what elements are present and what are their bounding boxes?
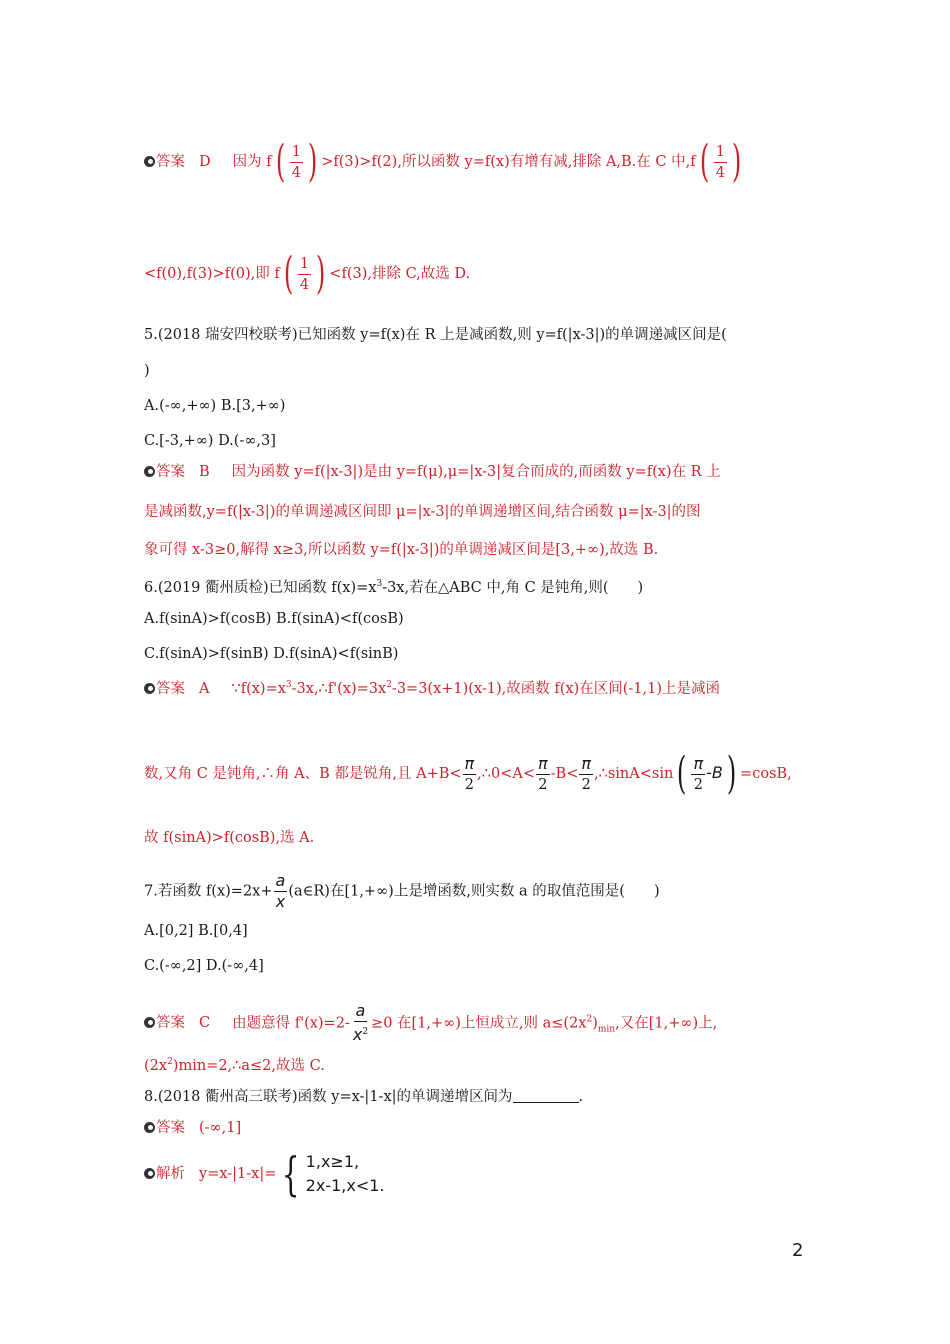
analysis-text: y=x-|1-x|= [199,1166,277,1182]
left-brace-icon: { [282,1147,300,1201]
answer-marker-icon [144,1017,155,1028]
left-paren-icon: ( [283,248,294,299]
answer-letter: B [199,464,210,480]
superscript: 2 [586,1014,593,1025]
answer-text: 由题意得 f'(x)=2- [232,1015,350,1032]
answer-blank [513,1088,579,1103]
superscript: 2 [167,1057,173,1067]
fraction-denominator: 4 [291,164,302,181]
q4-answer-line2 [144,248,471,299]
answer-text: (2x [144,1057,168,1074]
q6-stem [144,574,643,598]
q5-stem-close: ) [144,363,150,379]
math-text: -B [706,763,723,782]
analysis-label: 解析 [156,1166,185,1182]
q7-options-ab: A.[0,2] B.[0,4] [144,923,248,939]
answer-letter: C [199,1015,211,1032]
fraction-numerator: π [538,753,548,773]
q7-answer-line2 [144,1052,325,1076]
left-paren-icon: ( [677,748,687,799]
q6-answer-line3: 故 f(sinA)>f(cosB),选 A. [144,830,315,846]
q8-answer [144,1118,241,1138]
answer-label: 答案 [156,680,185,697]
answer-text: ∵f(x)=x [231,680,286,697]
fraction [463,754,477,795]
answer-text: -B< [550,766,579,782]
case-line: 2x-1,x<1. [305,1176,385,1195]
fraction-denominator: 4 [715,164,725,181]
q7-stem-text: 7.若函数 f(x)=2x+ [144,883,273,900]
superscript: 3 [285,680,292,690]
q8-stem [144,1087,583,1107]
answer-text: 因为 f [232,154,272,170]
q7-stem-text: (a∈R)在[1,+∞)上是增函数,则实数 a 的取值范围是( ) [288,883,660,900]
fraction-denominator: x [275,892,286,911]
left-paren-icon: ( [275,136,285,187]
q5-answer-line2: 是减函数,y=f(|x-3|)的单调递减区间即 μ=|x-3|的单调递增区间,结合函数 μ=|x-3|的图 [144,504,701,520]
analysis-marker-icon [144,1168,155,1179]
q8-stem-text: . [578,1089,584,1105]
fraction-denominator: 4 [299,276,310,293]
q6-answer-line2 [144,748,792,799]
fraction [714,142,727,183]
fraction [691,754,705,795]
q5-answer-line3: 象可得 x-3≥0,解得 x≥3,所以函数 y=f(|x-3|)的单调递减区间是[3,+∞),故选 B. [144,542,659,558]
right-paren-icon: ) [731,136,742,187]
q5-options-ab: A.(-∞,+∞) B.[3,+∞) [144,398,286,414]
fraction-denominator: 2 [693,776,703,793]
fraction-numerator: a [275,871,286,890]
right-paren-icon: ) [307,136,318,187]
fraction [298,254,311,295]
q7-options-cd: C.(-∞,2] D.(-∞,4] [144,958,264,974]
q7-stem [144,871,660,912]
answer-text: ≥0 在[1,+∞)上恒成立,则 a≤(2x [371,1015,587,1032]
answer-marker-icon [144,683,155,694]
q6-stem-text: 6.(2019 衢州质检)已知函数 f(x)=x [144,579,377,596]
superscript: 2 [362,1027,369,1037]
q5-stem: 5.(2018 瑞安四校联考)已知函数 y=f(x)在 R 上是减函数,则 y=f(|x-3|)的单调递减区间是( [144,327,727,343]
answer-text: ,∴sinA<sin [594,766,674,782]
answer-text: ,又在[1,+∞)上, [615,1015,718,1032]
fraction [274,871,288,912]
fraction-numerator: 1 [290,142,303,163]
answer-label: 答案 [156,1015,185,1032]
fraction-denominator: x [352,1024,363,1044]
left-paren-icon: ( [699,136,709,187]
q4-answer-line1 [144,136,745,187]
answer-letter: A [199,680,210,697]
piecewise-cases [306,1150,385,1198]
fraction-numerator: a [355,1001,366,1020]
answer-text: -3=3(x+1)(x-1),故函数 f(x)在区间(-1,1)上是减函 [391,680,720,697]
q5-answer-line1 [144,462,721,482]
q5-options-cd: C.[-3,+∞) D.(-∞,3] [144,433,276,449]
fraction [536,754,550,795]
right-paren-icon: ) [315,248,326,299]
answer-text: 数,又角 C 是钝角,∴角 A、B 都是锐角,且 A+B< [144,766,462,782]
answer-letter: D [199,154,211,170]
case-line: 1,x≥1, [305,1152,360,1171]
q6-options-ab: A.f(sinA)>f(cosB) B.f(sinA)<f(cosB) [144,611,404,627]
fraction-numerator: 1 [298,254,311,275]
answer-text: >f(3)>f(2),所以函数 y=f(x)有增有减,排除 A,B.在 C 中,f [321,154,696,170]
answer-text: =cosB, [740,766,792,782]
superscript: 3 [376,579,383,589]
fraction [351,1001,370,1046]
fraction [579,754,593,795]
subscript: min [597,1024,616,1035]
q7-answer-line1 [144,1001,717,1046]
answer-value: (-∞,1] [199,1120,242,1136]
right-paren-icon: ) [726,748,737,799]
superscript: 2 [386,680,392,690]
answer-text: ,∴0<A< [477,766,536,782]
answer-marker-icon [144,156,155,167]
fraction-numerator: π [464,753,475,773]
answer-marker-icon [144,1122,155,1133]
answer-text: -3x,∴f'(x)=3x [291,680,387,697]
q8-analysis [144,1147,385,1201]
fraction-denominator: 2 [464,776,474,793]
answer-text: )min=2,∴a≤2,故选 C. [172,1057,325,1074]
answer-text: <f(0),f(3)>f(0),即 f [144,266,280,282]
answer-text: <f(3),排除 C,故选 D. [329,266,471,282]
fraction [290,142,303,183]
q6-options-cd: C.f(sinA)>f(sinB) D.f(sinA)<f(sinB) [144,646,399,662]
fraction-denominator: 2 [538,776,548,793]
answer-label: 答案 [156,464,185,480]
fraction-denominator: 2 [581,776,591,793]
q6-answer-line1 [144,675,720,699]
q6-stem-text: -3x,若在△ABC 中,角 C 是钝角,则( ) [382,579,644,596]
answer-label: 答案 [156,154,185,170]
fraction-numerator: 1 [714,142,727,163]
answer-text: 因为函数 y=f(|x-3|)是由 y=f(μ),μ=|x-3|复合而成的,而函数 y=f(x)在 R 上 [231,464,721,480]
answer-label: 答案 [156,1120,185,1136]
answer-marker-icon [144,466,155,477]
fraction-numerator: π [693,753,704,773]
answer-text: ) [592,1015,598,1032]
fraction-numerator: π [581,753,592,773]
q8-stem-text: 8.(2018 衢州高三联考)函数 y=x-|1-x|的单调递增区间为 [144,1089,513,1105]
page-number: 2 [792,1240,804,1261]
